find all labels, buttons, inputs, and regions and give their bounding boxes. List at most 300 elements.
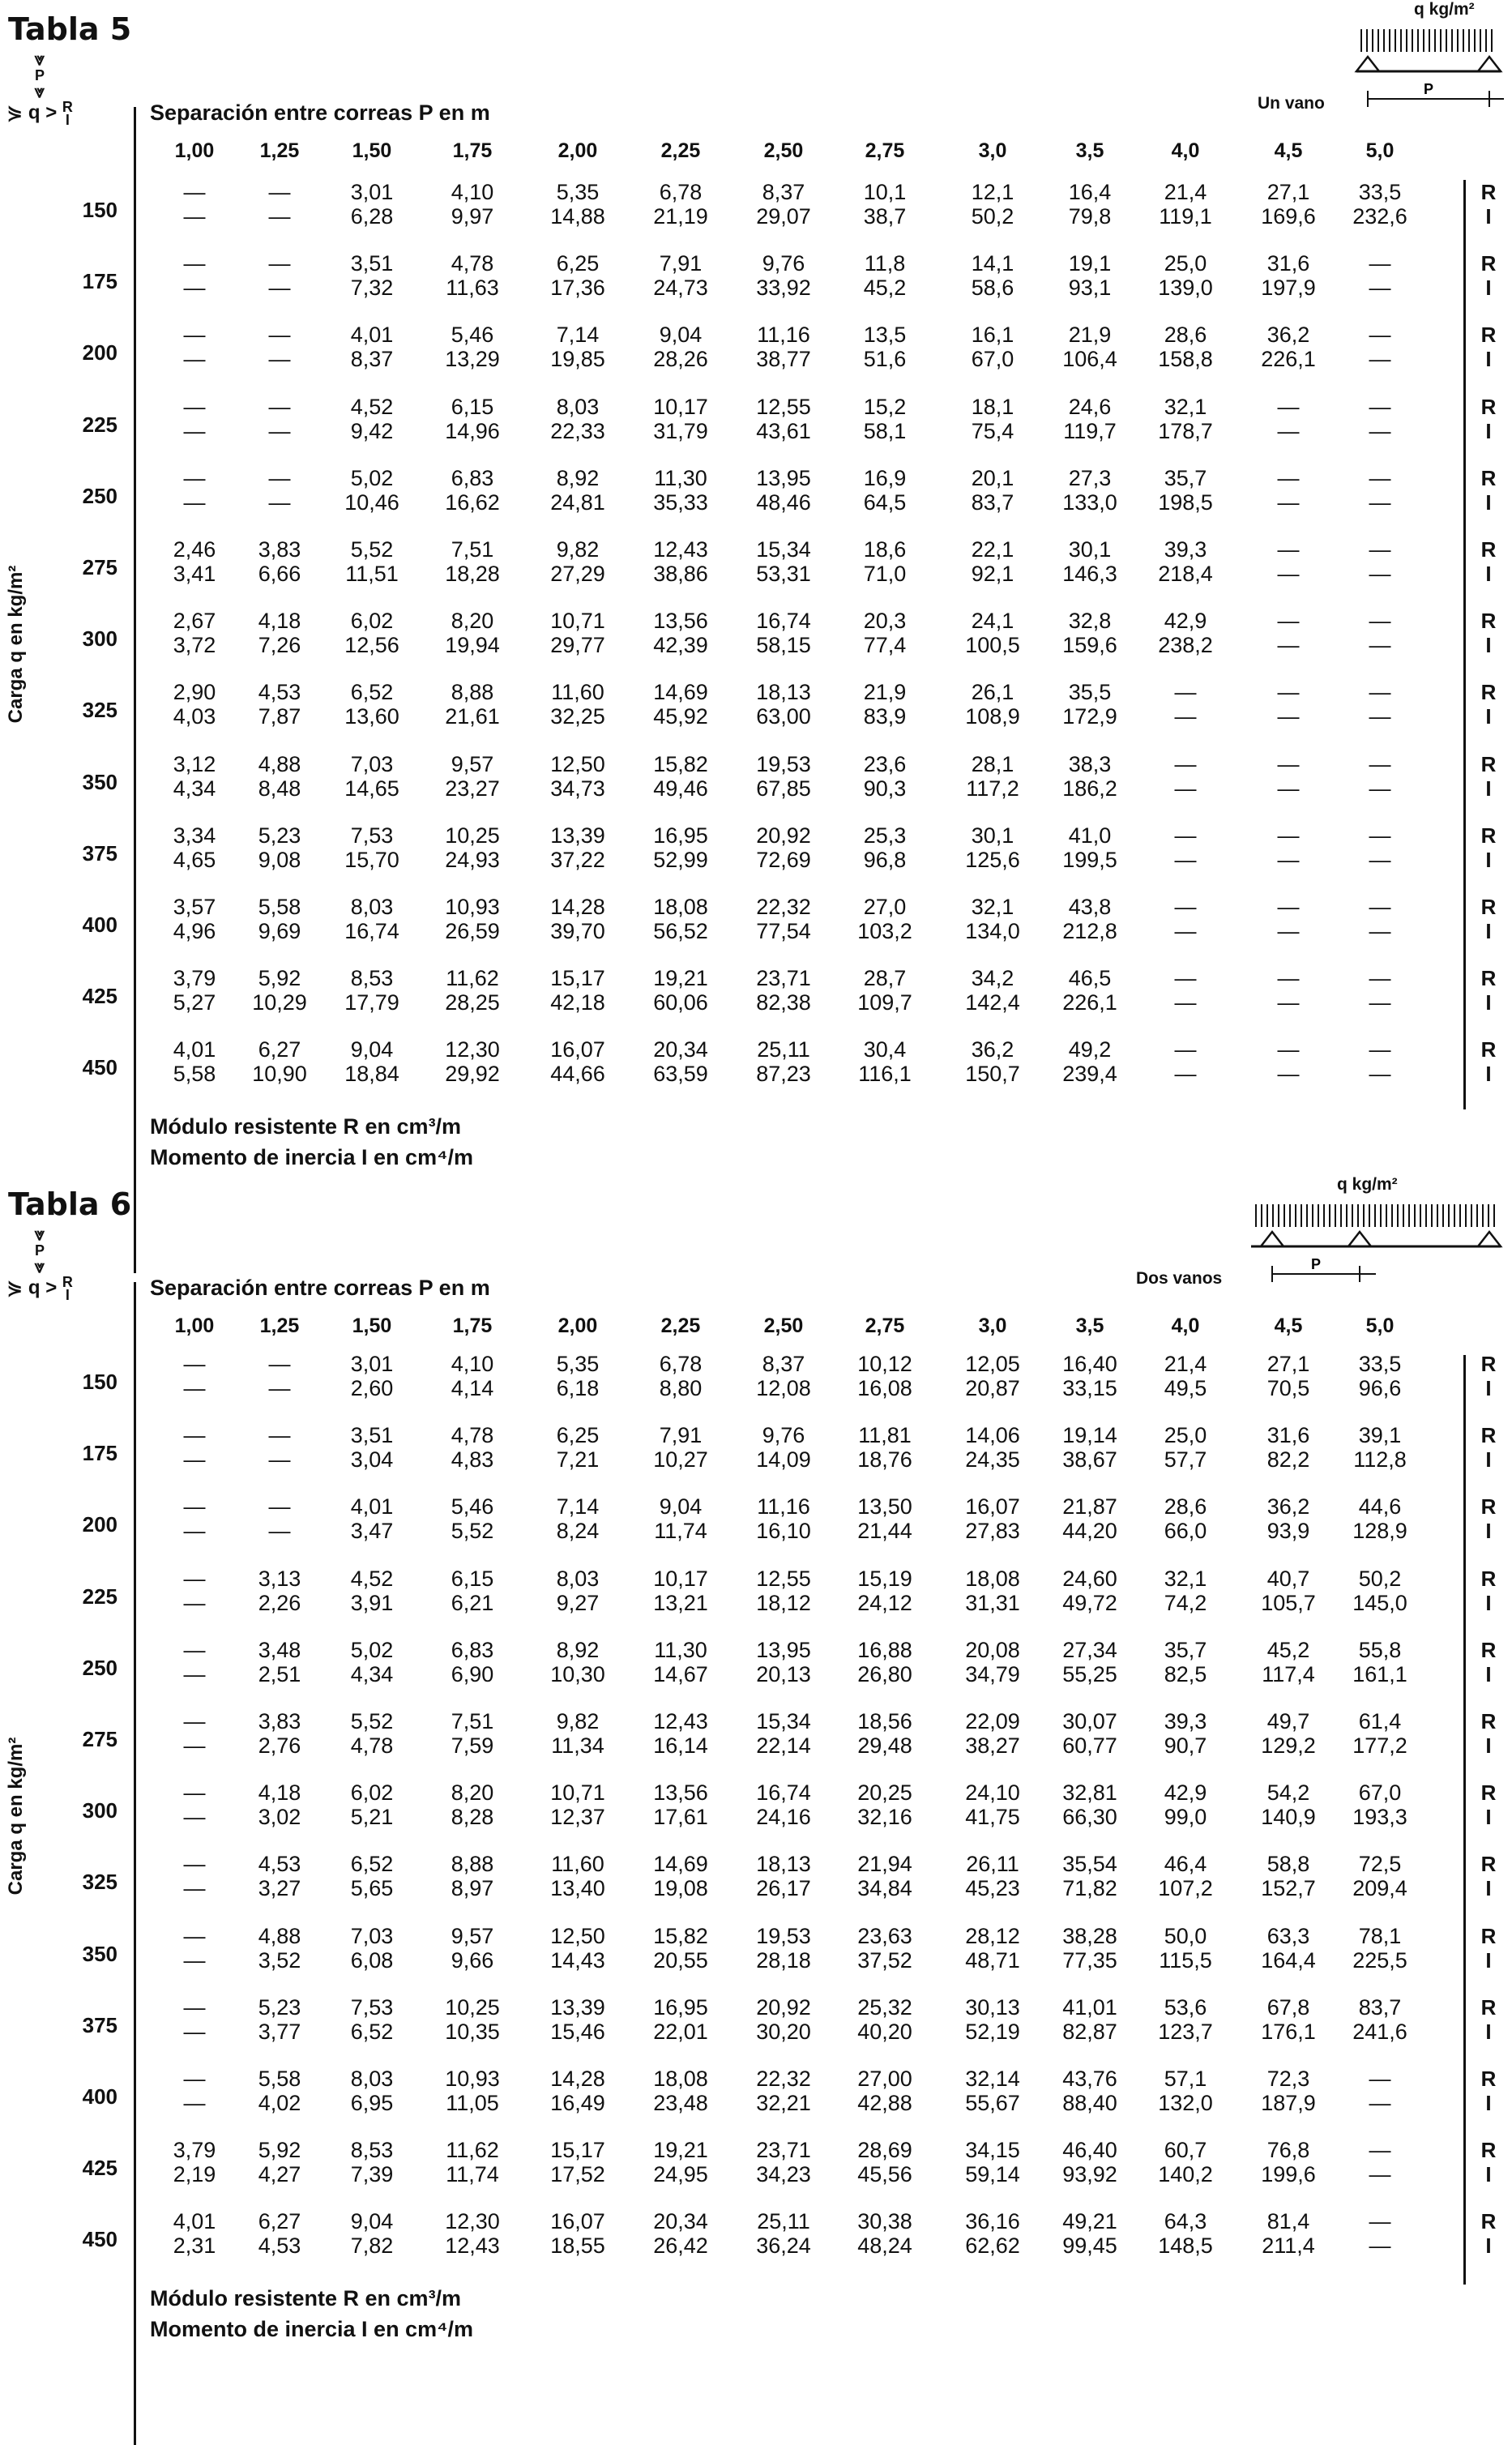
row-load-value: 275 bbox=[82, 1727, 117, 1751]
cell-i-value: 60,77 bbox=[1062, 1733, 1117, 1758]
cell-i-value: 14,65 bbox=[344, 776, 399, 801]
cell-r-value: 13,50 bbox=[857, 1494, 912, 1520]
cell-i-value: — bbox=[183, 2091, 206, 2115]
cell-r-value: 42,9 bbox=[1164, 1780, 1207, 1806]
cell-r-value: 9,82 bbox=[556, 1709, 600, 1733]
cell-i-value: — bbox=[1277, 418, 1300, 443]
cell-i-value: 11,05 bbox=[446, 2091, 499, 2115]
cell-i-value: 33,15 bbox=[1062, 1376, 1117, 1400]
cell-r-value: 11,60 bbox=[551, 680, 604, 705]
footer-resistance-modulus: Módulo resistente R en cm³/m bbox=[150, 1114, 462, 1139]
cell-i-value: 12,56 bbox=[344, 633, 399, 658]
row-load-value: 375 bbox=[82, 2012, 117, 2037]
cell-i-value: 17,52 bbox=[550, 2162, 605, 2187]
cell-i-value: 39,70 bbox=[550, 919, 605, 943]
cell-i-value: 107,2 bbox=[1158, 1876, 1213, 1901]
cell-i-value: 8,97 bbox=[451, 1876, 494, 1901]
cell-r-value: — bbox=[183, 394, 206, 419]
column-header: 2,25 bbox=[660, 1314, 701, 1337]
cell-i-value: — bbox=[268, 276, 291, 301]
cell-i-value: 15,46 bbox=[550, 2019, 605, 2044]
cell-i-value: 71,0 bbox=[863, 562, 907, 586]
r-symbol: R bbox=[62, 1274, 73, 1290]
cell-i-value: 4,83 bbox=[451, 1447, 494, 1473]
cell-r-value: 27,00 bbox=[857, 2067, 912, 2091]
cell-i-value: 18,28 bbox=[445, 562, 500, 586]
cell-r-value: 45,2 bbox=[1266, 1637, 1310, 1662]
row-r-marker: R bbox=[1480, 1423, 1497, 1448]
row-i-marker: I bbox=[1485, 776, 1492, 801]
cell-r-value: 16,1 bbox=[971, 323, 1014, 348]
row-r-marker: R bbox=[1480, 465, 1497, 490]
row-load-value: 400 bbox=[82, 913, 117, 937]
cell-i-value: 238,2 bbox=[1158, 633, 1213, 658]
cell-r-value: 24,1 bbox=[971, 609, 1014, 634]
cell-r-value: 3,01 bbox=[350, 1352, 394, 1376]
row-r-marker: R bbox=[1480, 823, 1497, 848]
cell-r-value: — bbox=[183, 1780, 206, 1806]
cell-r-value: 7,91 bbox=[659, 1423, 703, 1448]
cell-i-value: 7,26 bbox=[258, 633, 301, 658]
cell-i-value: 150,7 bbox=[965, 1062, 1020, 1087]
cell-r-value: 8,92 bbox=[556, 465, 600, 490]
cell-r-value: 12,55 bbox=[756, 394, 811, 419]
load-axis-label bbox=[0, 1352, 32, 2281]
cell-i-value: 4,34 bbox=[350, 1661, 394, 1686]
cell-r-value: 28,7 bbox=[863, 966, 907, 991]
cell-r-value: 22,32 bbox=[756, 2067, 811, 2091]
cell-i-value: 24,95 bbox=[653, 2162, 708, 2187]
cell-i-value: 29,77 bbox=[550, 633, 605, 658]
row-r-marker: R bbox=[1480, 394, 1497, 419]
cell-i-value: 128,9 bbox=[1352, 1519, 1407, 1544]
cell-r-value: 8,37 bbox=[762, 1352, 805, 1376]
row-load-value: 225 bbox=[82, 412, 117, 437]
cell-i-value: 24,16 bbox=[756, 1805, 811, 1830]
cell-i-value: 17,61 bbox=[653, 1805, 708, 1830]
cell-r-value: 3,12 bbox=[173, 751, 216, 776]
cell-r-value: 30,4 bbox=[863, 1037, 907, 1062]
cell-r-value: 16,07 bbox=[965, 1494, 1020, 1520]
cell-r-value: 28,69 bbox=[857, 2138, 912, 2163]
cell-r-value: 43,76 bbox=[1062, 2067, 1117, 2091]
cell-r-value: 50,0 bbox=[1164, 1923, 1207, 1948]
cell-i-value: 7,39 bbox=[350, 2162, 394, 2187]
cell-r-value: 20,34 bbox=[653, 1037, 708, 1062]
row-r-marker: R bbox=[1480, 895, 1497, 919]
cell-i-value: 225,5 bbox=[1352, 1947, 1407, 1973]
cell-r-value: — bbox=[268, 180, 291, 204]
cell-i-value: 19,08 bbox=[653, 1876, 708, 1901]
cell-r-value: 13,95 bbox=[756, 465, 811, 490]
cell-i-value: — bbox=[1277, 633, 1300, 658]
cell-r-value: 32,14 bbox=[965, 2067, 1020, 2091]
row-i-marker: I bbox=[1485, 1062, 1492, 1087]
cell-i-value: 178,7 bbox=[1158, 418, 1213, 443]
cell-r-value: 5,52 bbox=[350, 1709, 394, 1733]
cell-r-value: — bbox=[183, 1994, 206, 2020]
cell-r-value: 6,52 bbox=[350, 680, 394, 705]
cell-i-value: 32,25 bbox=[550, 704, 605, 729]
cell-r-value: 10,17 bbox=[653, 394, 708, 419]
cell-r-value: — bbox=[268, 251, 291, 276]
cell-i-value: 22,01 bbox=[653, 2019, 708, 2044]
cell-i-value: 49,5 bbox=[1164, 1376, 1207, 1400]
cell-r-value: 20,92 bbox=[756, 823, 811, 848]
r-symbol: R bbox=[62, 99, 73, 115]
cell-r-value: 6,15 bbox=[451, 394, 494, 419]
cell-r-value: 4,52 bbox=[350, 394, 394, 419]
cell-i-value: — bbox=[1369, 562, 1391, 586]
cell-r-value: 83,7 bbox=[1358, 1994, 1402, 2020]
cell-i-value: 93,92 bbox=[1062, 2162, 1117, 2187]
cell-r-value: 26,11 bbox=[966, 1852, 1019, 1877]
cell-i-value: 99,45 bbox=[1062, 2233, 1117, 2259]
cell-r-value: 16,88 bbox=[857, 1637, 912, 1662]
row-i-marker: I bbox=[1485, 489, 1492, 515]
cell-i-value: 82,38 bbox=[756, 990, 811, 1015]
cell-r-value: — bbox=[1369, 823, 1391, 848]
cell-i-value: 51,6 bbox=[863, 347, 907, 372]
cell-r-value: 18,13 bbox=[756, 680, 811, 705]
cell-i-value: — bbox=[1277, 489, 1300, 515]
cell-r-value: 3,79 bbox=[173, 2138, 216, 2163]
cell-r-value: 16,07 bbox=[550, 2209, 605, 2234]
cell-r-value: 9,57 bbox=[451, 1923, 494, 1948]
row-i-marker: I bbox=[1485, 2233, 1492, 2259]
cell-i-value: 5,21 bbox=[350, 1805, 394, 1830]
cell-r-value: 5,23 bbox=[258, 823, 301, 848]
cell-i-value: 14,09 bbox=[756, 1447, 811, 1473]
cell-i-value: 119,1 bbox=[1159, 204, 1212, 229]
cell-i-value: 11,74 bbox=[654, 1519, 707, 1544]
cell-i-value: 4,02 bbox=[258, 2091, 301, 2115]
cell-r-value: 19,14 bbox=[1062, 1423, 1117, 1448]
cell-i-value: 9,69 bbox=[258, 919, 301, 943]
cell-i-value: 44,20 bbox=[1062, 1519, 1117, 1544]
cell-r-value: — bbox=[1277, 537, 1300, 562]
cell-i-value: 55,25 bbox=[1062, 1661, 1117, 1686]
cell-i-value: 32,16 bbox=[857, 1805, 912, 1830]
table-right-rule bbox=[1463, 180, 1466, 1109]
cell-i-value: 5,65 bbox=[350, 1876, 394, 1901]
cell-i-value: 5,58 bbox=[173, 1062, 216, 1087]
cell-r-value: — bbox=[183, 1423, 206, 1448]
cell-r-value: 27,1 bbox=[1266, 180, 1310, 204]
cell-i-value: 18,76 bbox=[857, 1447, 912, 1473]
cell-i-value: 45,23 bbox=[965, 1876, 1020, 1901]
cell-r-value: 4,78 bbox=[451, 251, 494, 276]
cell-r-value: 44,6 bbox=[1358, 1494, 1402, 1520]
cell-i-value: 100,5 bbox=[965, 633, 1020, 658]
cell-r-value: 36,16 bbox=[965, 2209, 1020, 2234]
cell-r-value: 15,34 bbox=[756, 1709, 811, 1733]
row-i-marker: I bbox=[1485, 204, 1492, 229]
column-header: 2,00 bbox=[557, 1314, 598, 1337]
cell-i-value: 83,7 bbox=[971, 489, 1014, 515]
cell-i-value: 9,42 bbox=[350, 418, 394, 443]
cell-r-value: 9,76 bbox=[762, 251, 805, 276]
cell-r-value: 3,13 bbox=[258, 1566, 301, 1591]
cell-r-value: — bbox=[268, 1423, 291, 1448]
cell-r-value: 5,52 bbox=[350, 537, 394, 562]
row-i-marker: I bbox=[1485, 990, 1492, 1015]
cell-r-value: — bbox=[183, 251, 206, 276]
cell-i-value: 38,77 bbox=[756, 347, 811, 372]
cell-i-value: 187,9 bbox=[1261, 2091, 1316, 2115]
cell-r-value: — bbox=[1369, 680, 1391, 705]
cell-i-value: 11,51 bbox=[345, 562, 399, 586]
cell-i-value: 8,37 bbox=[350, 347, 394, 372]
cell-r-value: 19,21 bbox=[653, 966, 708, 991]
cell-i-value: 77,54 bbox=[756, 919, 811, 943]
cell-i-value: 63,59 bbox=[653, 1062, 708, 1087]
column-header: 2,00 bbox=[557, 139, 598, 162]
row-i-marker: I bbox=[1485, 633, 1492, 658]
table-title: Tabla 6 bbox=[8, 1186, 132, 1222]
row-i-marker: I bbox=[1485, 1733, 1492, 1758]
cell-r-value: 5,02 bbox=[350, 465, 394, 490]
row-r-marker: R bbox=[1480, 1994, 1497, 2020]
row-r-marker: R bbox=[1480, 2209, 1497, 2234]
cell-i-value: 3,91 bbox=[350, 1590, 394, 1615]
cell-i-value: 29,92 bbox=[445, 1062, 500, 1087]
row-r-marker: R bbox=[1480, 251, 1497, 276]
cell-r-value: 5,58 bbox=[258, 2067, 301, 2091]
cell-r-value: 63,3 bbox=[1266, 1923, 1310, 1948]
cell-r-value: 4,01 bbox=[173, 1037, 216, 1062]
cell-i-value: 3,04 bbox=[350, 1447, 394, 1473]
cell-i-value: 140,2 bbox=[1158, 2162, 1213, 2187]
cell-i-value: 4,65 bbox=[173, 847, 216, 872]
cell-r-value: 3,51 bbox=[350, 251, 394, 276]
cell-r-value: 6,02 bbox=[350, 609, 394, 634]
cell-r-value: — bbox=[1369, 609, 1391, 634]
cell-i-value: 2,51 bbox=[258, 1661, 301, 1686]
cell-r-value: — bbox=[1174, 1037, 1197, 1062]
cell-r-value: 60,7 bbox=[1164, 2138, 1207, 2163]
cell-r-value: — bbox=[1277, 823, 1300, 848]
cell-i-value: 14,43 bbox=[550, 1947, 605, 1973]
cell-i-value: — bbox=[1369, 633, 1391, 658]
cell-i-value: 199,6 bbox=[1261, 2162, 1316, 2187]
cell-r-value: 3,01 bbox=[350, 180, 394, 204]
cell-i-value: 8,80 bbox=[659, 1376, 703, 1400]
cell-i-value: 9,97 bbox=[451, 204, 494, 229]
cell-i-value: 12,08 bbox=[756, 1376, 811, 1400]
cell-i-value: 13,60 bbox=[344, 704, 399, 729]
cell-i-value: 4,27 bbox=[258, 2162, 301, 2187]
cell-i-value: 24,12 bbox=[857, 1590, 912, 1615]
cell-i-value: — bbox=[183, 489, 206, 515]
load-axis-label bbox=[0, 180, 32, 1109]
row-r-marker: R bbox=[1480, 1852, 1497, 1877]
cell-r-value: 7,03 bbox=[350, 751, 394, 776]
cell-r-value: 3,83 bbox=[258, 537, 301, 562]
cell-r-value: 7,14 bbox=[556, 323, 600, 348]
cell-r-value: 25,32 bbox=[857, 1994, 912, 2020]
cell-i-value: 38,67 bbox=[1062, 1447, 1117, 1473]
column-header: 2,25 bbox=[660, 139, 701, 162]
cell-r-value: 8,03 bbox=[350, 895, 394, 919]
cell-r-value: 8,03 bbox=[556, 1566, 600, 1591]
cell-i-value: — bbox=[1369, 2091, 1391, 2115]
cell-i-value: 226,1 bbox=[1062, 990, 1117, 1015]
cell-i-value: 152,7 bbox=[1261, 1876, 1316, 1901]
cell-r-value: 7,14 bbox=[556, 1494, 600, 1520]
cell-i-value: 198,5 bbox=[1158, 489, 1213, 515]
q-symbol: q bbox=[28, 101, 41, 124]
cell-i-value: 24,81 bbox=[550, 489, 605, 515]
cell-i-value: 2,19 bbox=[173, 2162, 216, 2187]
cell-r-value: 15,19 bbox=[857, 1566, 912, 1591]
cell-r-value: 15,2 bbox=[863, 394, 907, 419]
cell-r-value: 9,04 bbox=[659, 1494, 703, 1520]
cell-r-value: — bbox=[1369, 895, 1391, 919]
row-i-marker: I bbox=[1485, 1661, 1492, 1686]
cell-i-value: 17,79 bbox=[344, 990, 399, 1015]
cell-r-value: 36,2 bbox=[971, 1037, 1014, 1062]
cell-r-value: — bbox=[183, 1352, 206, 1376]
cell-i-value: 159,6 bbox=[1062, 633, 1117, 658]
cell-i-value: — bbox=[1174, 1062, 1197, 1087]
cell-r-value: 23,63 bbox=[857, 1923, 912, 1948]
cell-r-value: 39,3 bbox=[1164, 537, 1207, 562]
cell-i-value: 4,78 bbox=[350, 1733, 394, 1758]
row-load-value: 450 bbox=[82, 2227, 117, 2252]
cell-r-value: — bbox=[1369, 394, 1391, 419]
load-symbol: ⩔ P ⩔ ⋟ q > R I bbox=[3, 50, 76, 126]
cell-i-value: 19,85 bbox=[550, 347, 605, 372]
cell-r-value: 32,1 bbox=[971, 895, 1014, 919]
cell-i-value: — bbox=[1174, 990, 1197, 1015]
column-header: 1,50 bbox=[352, 139, 392, 162]
cell-r-value: 12,43 bbox=[653, 1709, 708, 1733]
p-symbol: P bbox=[34, 67, 45, 83]
row-r-marker: R bbox=[1480, 1637, 1497, 1662]
cell-r-value: 25,0 bbox=[1164, 1423, 1207, 1448]
cell-i-value: 3,52 bbox=[258, 1947, 301, 1973]
cell-i-value: — bbox=[1277, 562, 1300, 586]
column-header: 2,75 bbox=[865, 1314, 905, 1337]
load-unit-label: q kg/m² bbox=[1414, 0, 1475, 19]
cell-r-value: — bbox=[1277, 465, 1300, 490]
cell-i-value: — bbox=[268, 347, 291, 372]
cell-r-value: 35,54 bbox=[1062, 1852, 1117, 1877]
cell-i-value: 5,27 bbox=[173, 990, 216, 1015]
cell-i-value: 58,15 bbox=[756, 633, 811, 658]
cell-i-value: 79,8 bbox=[1068, 204, 1112, 229]
cell-r-value: 11,60 bbox=[551, 1852, 604, 1877]
cell-i-value: — bbox=[1277, 919, 1300, 943]
cell-i-value: — bbox=[1369, 489, 1391, 515]
cell-r-value: 18,13 bbox=[756, 1852, 811, 1877]
cell-i-value: 119,7 bbox=[1063, 418, 1117, 443]
row-r-marker: R bbox=[1480, 966, 1497, 991]
cell-i-value: 34,73 bbox=[550, 776, 605, 801]
cell-i-value: 67,85 bbox=[756, 776, 811, 801]
cell-i-value: 134,0 bbox=[965, 919, 1020, 943]
row-i-marker: I bbox=[1485, 418, 1492, 443]
cell-r-value: 6,83 bbox=[451, 465, 494, 490]
cell-r-value: 21,9 bbox=[1068, 323, 1112, 348]
cell-i-value: 21,19 bbox=[653, 204, 708, 229]
cell-i-value: 16,62 bbox=[445, 489, 500, 515]
cell-r-value: 78,1 bbox=[1358, 1923, 1402, 1948]
cell-r-value: 13,5 bbox=[863, 323, 907, 348]
cell-r-value: 35,5 bbox=[1068, 680, 1112, 705]
cell-i-value: — bbox=[1174, 704, 1197, 729]
column-header: 1,50 bbox=[352, 1314, 392, 1337]
cell-i-value: 148,5 bbox=[1158, 2233, 1213, 2259]
cell-i-value: 117,4 bbox=[1262, 1661, 1315, 1686]
cell-r-value: 28,12 bbox=[965, 1923, 1020, 1948]
cell-i-value: 106,4 bbox=[1062, 347, 1117, 372]
cell-i-value: 87,23 bbox=[756, 1062, 811, 1087]
row-r-marker: R bbox=[1480, 1566, 1497, 1591]
two-span-beam-diagram bbox=[1248, 1199, 1504, 1297]
cell-r-value: 33,5 bbox=[1358, 1352, 1402, 1376]
cell-i-value: 123,7 bbox=[1158, 2019, 1213, 2044]
cell-i-value: 23,27 bbox=[445, 776, 500, 801]
cell-i-value: 60,06 bbox=[653, 990, 708, 1015]
cell-i-value: 56,52 bbox=[653, 919, 708, 943]
cell-r-value: 16,74 bbox=[756, 609, 811, 634]
cell-r-value: 13,56 bbox=[653, 609, 708, 634]
row-r-marker: R bbox=[1480, 2067, 1497, 2091]
cell-r-value: 14,1 bbox=[971, 251, 1014, 276]
cell-i-value: 70,5 bbox=[1266, 1376, 1310, 1400]
cell-r-value: 21,87 bbox=[1062, 1494, 1117, 1520]
cell-r-value: 6,27 bbox=[258, 1037, 301, 1062]
cell-i-value: 211,4 bbox=[1262, 2233, 1315, 2259]
cell-i-value: 3,47 bbox=[350, 1519, 394, 1544]
cell-r-value: 4,18 bbox=[258, 609, 301, 634]
separation-label: Separación entre correas P en m bbox=[150, 100, 490, 125]
row-i-marker: I bbox=[1485, 919, 1492, 943]
cell-r-value: — bbox=[1277, 895, 1300, 919]
row-r-marker: R bbox=[1480, 1780, 1497, 1806]
cell-r-value: 5,92 bbox=[258, 2138, 301, 2163]
cell-i-value: 18,55 bbox=[550, 2233, 605, 2259]
cell-i-value: 10,46 bbox=[344, 489, 399, 515]
cell-r-value: 11,16 bbox=[757, 1494, 810, 1520]
cell-r-value: 72,3 bbox=[1266, 2067, 1310, 2091]
cell-r-value: 5,35 bbox=[556, 180, 600, 204]
cell-i-value: 93,1 bbox=[1068, 276, 1112, 301]
cell-i-value: 4,14 bbox=[451, 1376, 494, 1400]
cell-i-value: 145,0 bbox=[1352, 1590, 1407, 1615]
row-load-value: 225 bbox=[82, 1584, 117, 1609]
cell-r-value: — bbox=[1369, 251, 1391, 276]
cell-i-value: 12,37 bbox=[550, 1805, 605, 1830]
cell-i-value: 50,2 bbox=[971, 204, 1014, 229]
span-label: P bbox=[1310, 1256, 1322, 1272]
cell-i-value: 31,31 bbox=[965, 1590, 1020, 1615]
cell-i-value: 116,1 bbox=[858, 1062, 912, 1087]
cell-r-value: 6,27 bbox=[258, 2209, 301, 2234]
cell-r-value: 8,37 bbox=[762, 180, 805, 204]
cell-r-value: 30,1 bbox=[1068, 537, 1112, 562]
cell-r-value: 40,7 bbox=[1266, 1566, 1310, 1591]
cell-r-value: 16,9 bbox=[863, 465, 907, 490]
cell-r-value: 9,04 bbox=[350, 1037, 394, 1062]
cell-r-value: 25,3 bbox=[863, 823, 907, 848]
cell-i-value: — bbox=[1369, 2162, 1391, 2187]
row-r-marker: R bbox=[1480, 1494, 1497, 1520]
cell-i-value: 42,18 bbox=[550, 990, 605, 1015]
cell-r-value: — bbox=[1369, 2138, 1391, 2163]
